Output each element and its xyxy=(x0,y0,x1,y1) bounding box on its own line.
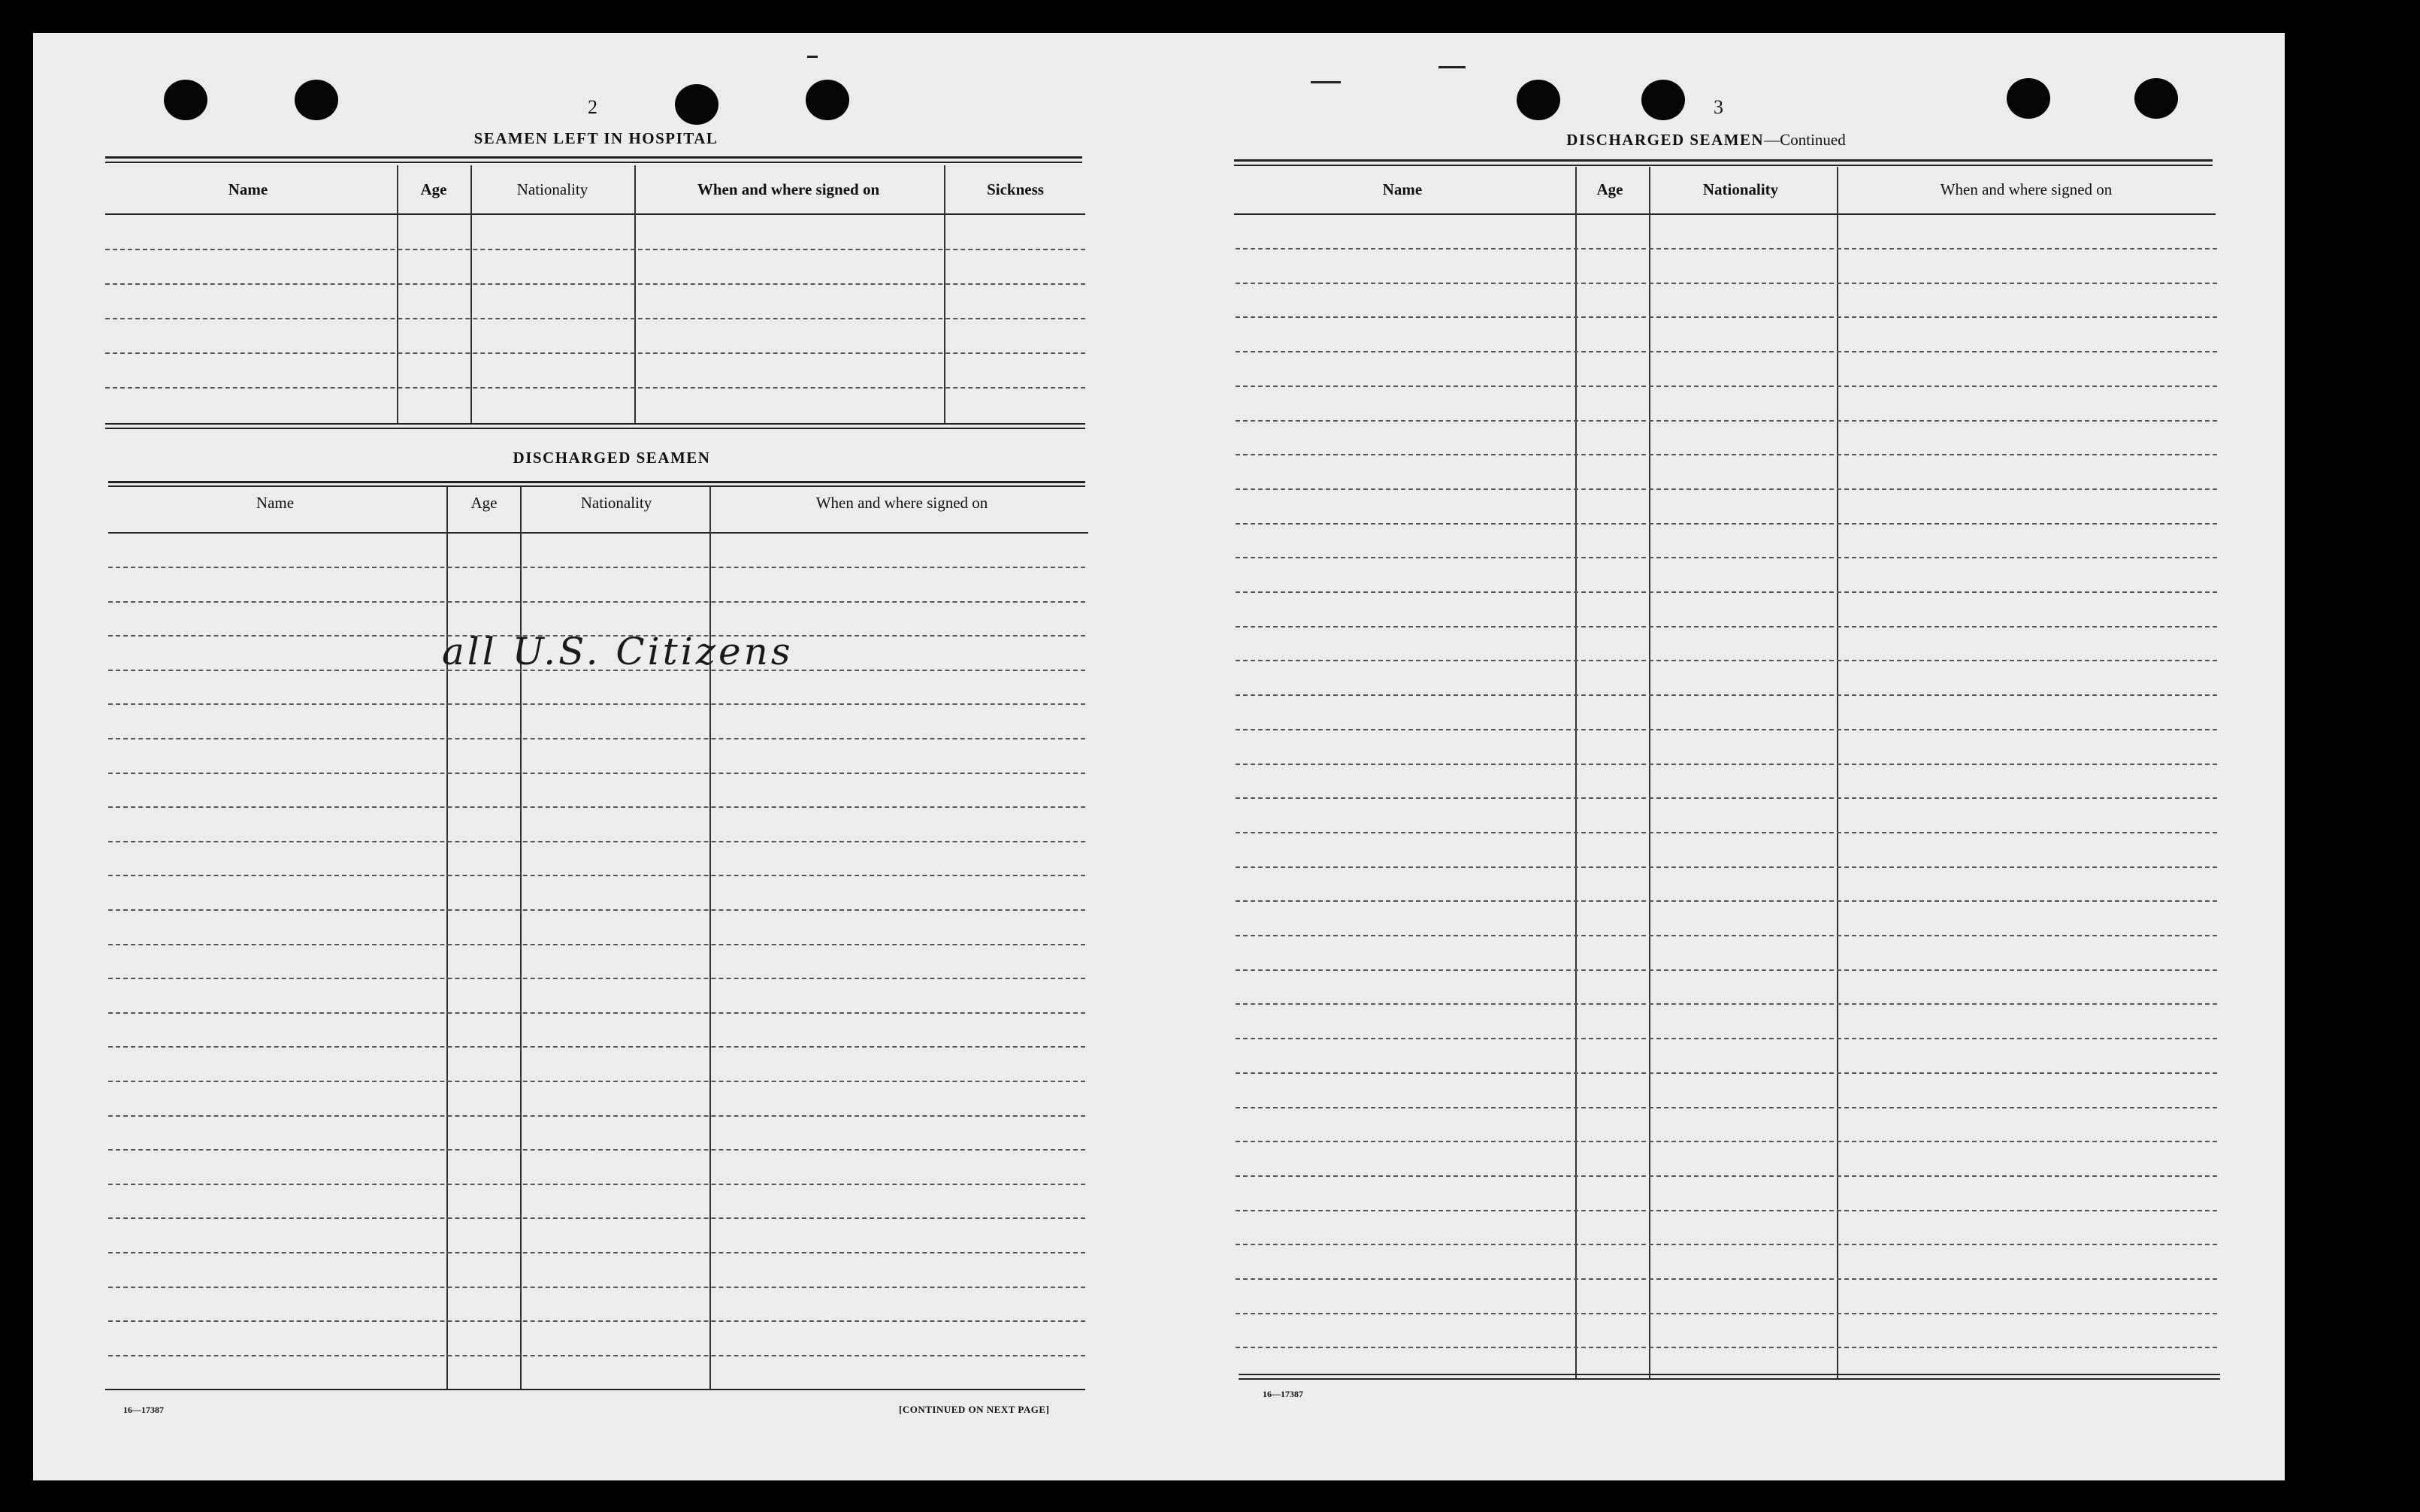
column-divider xyxy=(1649,167,1650,1378)
header-bottom-rule xyxy=(105,213,1085,215)
ruled-row-line xyxy=(1236,557,2217,558)
ruled-row-line xyxy=(108,875,1085,876)
ruled-row-line xyxy=(105,387,1085,389)
column-header-nationality: Nationality xyxy=(516,180,588,198)
ruled-row-line xyxy=(105,352,1085,354)
page-number: 3 xyxy=(1714,96,1723,118)
punch-hole xyxy=(2007,78,2050,119)
header-bottom-rule xyxy=(1234,213,2216,215)
table-top-rule xyxy=(105,162,1082,163)
punch-hole xyxy=(1517,80,1560,120)
ruled-row-line xyxy=(1236,283,2217,284)
ruled-row-line xyxy=(1236,488,2217,490)
table-bottom-rule xyxy=(105,428,1085,429)
table-top-rule xyxy=(108,481,1085,483)
ruled-row-line xyxy=(1236,351,2217,352)
section-title xyxy=(1566,131,1845,150)
punch-hole xyxy=(164,80,207,120)
ruled-row-line xyxy=(1236,1003,2217,1005)
ruled-row-line xyxy=(1236,832,2217,833)
column-header-signed-on: When and where signed on xyxy=(697,180,880,198)
ruled-row-line xyxy=(108,773,1085,774)
column-header-age: Age xyxy=(420,180,447,198)
ruled-row-line xyxy=(1236,694,2217,696)
ruled-row-line xyxy=(1236,523,2217,525)
column-header-signed-on: When and where signed on xyxy=(815,494,988,512)
column-divider xyxy=(520,487,522,1390)
ruled-row-line xyxy=(108,1046,1085,1048)
section-title-main: DISCHARGED SEAMEN xyxy=(1566,131,1765,149)
ruled-row-line xyxy=(1236,1141,2217,1142)
ruled-row-line xyxy=(1236,1313,2217,1314)
ruled-row-line xyxy=(1236,935,2217,936)
column-header-age: Age xyxy=(470,494,498,512)
column-divider xyxy=(709,487,711,1390)
punch-hole xyxy=(295,80,338,120)
ruled-row-line xyxy=(105,249,1085,250)
column-divider xyxy=(470,165,472,423)
ruled-row-line xyxy=(1236,454,2217,455)
column-header-nationality: Nationality xyxy=(1702,180,1779,198)
ruled-row-line xyxy=(108,1012,1085,1014)
ruled-row-line xyxy=(108,1115,1085,1117)
column-header-name: Name xyxy=(1382,180,1423,198)
ink-speck xyxy=(1311,81,1341,83)
page-number: 2 xyxy=(588,96,597,118)
ledger-sheet xyxy=(33,33,2285,1480)
table-bottom-rule xyxy=(1239,1374,2220,1375)
column-header-name: Name xyxy=(228,180,268,198)
ruled-row-line xyxy=(1236,626,2217,627)
table-top-rule xyxy=(108,485,1085,487)
punch-hole xyxy=(675,84,718,125)
ruled-row-line xyxy=(108,978,1085,979)
ruled-row-line xyxy=(1236,1107,2217,1108)
ruled-row-line xyxy=(108,1081,1085,1082)
ruled-row-line xyxy=(1236,1175,2217,1177)
ruled-row-line xyxy=(108,703,1085,705)
ruled-row-line xyxy=(108,806,1085,808)
table-top-rule xyxy=(105,156,1082,159)
ruled-row-line xyxy=(1236,1244,2217,1245)
form-code: 16—17387 xyxy=(123,1405,164,1415)
column-header-signed-on: When and where signed on xyxy=(1940,180,2113,198)
header-bottom-rule xyxy=(108,532,1088,534)
section-title: DISCHARGED SEAMEN xyxy=(513,449,711,467)
form-code: 16—17387 xyxy=(1263,1389,1303,1399)
ruled-row-line xyxy=(108,1287,1085,1288)
ruled-row-line xyxy=(1236,1347,2217,1348)
ruled-row-line xyxy=(1236,660,2217,661)
ruled-row-line xyxy=(1236,729,2217,730)
ruled-row-line xyxy=(1236,1072,2217,1074)
ruled-row-line xyxy=(108,738,1085,739)
ruled-row-line xyxy=(108,1217,1085,1219)
ruled-row-line xyxy=(1236,969,2217,971)
ruled-row-line xyxy=(108,909,1085,911)
column-divider xyxy=(397,165,398,423)
ink-speck xyxy=(1438,66,1466,68)
ruled-row-line xyxy=(108,1320,1085,1322)
ruled-row-line xyxy=(108,1252,1085,1253)
section-title-suffix: —Continued xyxy=(1764,131,1846,149)
ruled-row-line xyxy=(1236,386,2217,387)
continued-note: [CONTINUED ON NEXT PAGE] xyxy=(899,1404,1050,1415)
column-header-nationality: Nationality xyxy=(580,494,652,512)
ruled-row-line xyxy=(1236,764,2217,765)
ruled-row-line xyxy=(105,283,1085,285)
ruled-row-line xyxy=(108,1184,1085,1185)
ruled-row-line xyxy=(1236,900,2217,902)
section-title: SEAMEN LEFT IN HOSPITAL xyxy=(473,129,718,147)
ruled-row-line xyxy=(1236,797,2217,799)
punch-hole xyxy=(2134,78,2178,119)
ruled-row-line xyxy=(108,1149,1085,1151)
ruled-row-line xyxy=(1236,1278,2217,1280)
table-top-rule xyxy=(1234,165,2213,166)
ruled-row-line xyxy=(1236,591,2217,593)
ruled-row-line xyxy=(108,567,1085,568)
column-header-sickness: Sickness xyxy=(987,180,1044,198)
table-top-rule xyxy=(1234,159,2213,162)
ruled-row-line xyxy=(1236,866,2217,868)
column-header-age: Age xyxy=(1596,180,1623,198)
ruled-row-line xyxy=(108,601,1085,603)
column-divider xyxy=(634,165,636,423)
table-bottom-rule xyxy=(1239,1378,2220,1380)
ink-speck xyxy=(807,56,818,58)
column-divider xyxy=(1575,167,1577,1378)
handwritten-note: all U.S. Citizens xyxy=(442,630,794,673)
column-divider xyxy=(1837,167,1838,1378)
ruled-row-line xyxy=(1236,316,2217,318)
ruled-row-line xyxy=(1236,1038,2217,1039)
ruled-row-line xyxy=(108,1355,1085,1356)
punch-hole xyxy=(806,80,849,120)
column-divider xyxy=(944,165,945,423)
column-divider xyxy=(446,487,448,1390)
punch-hole xyxy=(1641,80,1685,120)
ruled-row-line xyxy=(1236,420,2217,422)
ruled-row-line xyxy=(105,318,1085,319)
table-bottom-rule xyxy=(105,1389,1085,1390)
table-bottom-rule xyxy=(105,423,1085,425)
column-header-name: Name xyxy=(256,494,295,512)
ruled-row-line xyxy=(108,944,1085,945)
ruled-row-line xyxy=(1236,248,2217,249)
ruled-row-line xyxy=(108,841,1085,842)
ruled-row-line xyxy=(1236,1210,2217,1211)
